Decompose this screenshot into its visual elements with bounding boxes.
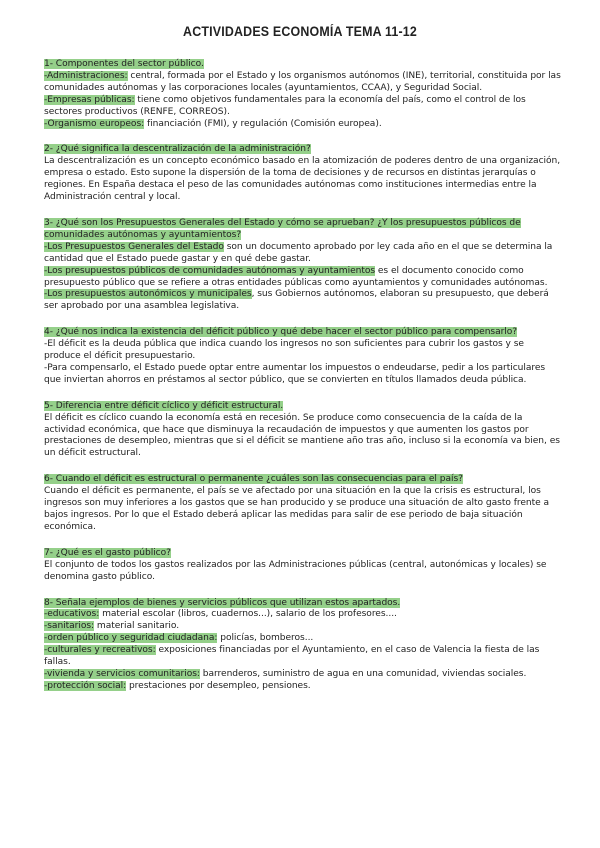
answer-text: -El déficit es la deuda pública que indica cuando los ingresos no son suficientes para cubrir los gastos y se produce el déficit presupuestario. (44, 339, 524, 362)
item-label: -Los Presupuestos Generales del Estado (44, 241, 224, 252)
answer-text: La descentralización es un concepto económico basado en la atomización de poderes dentro de una organización, empresa o estado. Esto supone la dispersión de la toma de decisiones y de recursos en distintas jerarquías o regiones. En España destaca el peso de las comunidades autónomas como instituciones intermedias entre la Administración central y local. (44, 156, 561, 203)
item-text: es el documento conocido como presupuesto público que se refiere a otras entidades públicas como ayuntamientos y comunidades autónomas. (44, 265, 548, 288)
item-label: -Administraciones: (44, 70, 128, 81)
item-label: -educativos: (44, 609, 100, 620)
section-heading: 7- ¿Qué es el gasto público? (44, 547, 171, 558)
section-5 (44, 401, 562, 461)
item-label: -protección social: (44, 680, 127, 691)
section-heading: 8- Señala ejemplos de bienes y servicios públicos que utilizan estos apartados. (44, 597, 401, 608)
section-8 (44, 598, 562, 693)
list-item (44, 609, 562, 621)
item-label: -sanitarios: (44, 621, 95, 632)
item-label: -orden público y seguridad ciudadana: (44, 633, 218, 644)
item-label: -vivienda y servicios comunitarios: (44, 668, 200, 679)
answer-text: El conjunto de todos los gastos realizados por las Administraciones públicas (central, autonómicas y locales) se denomina gasto público. (44, 559, 547, 582)
answer-text: -Para compensarlo, el Estado puede optar entre aumentar los impuestos o endeudarse, pedir a los particulares que inviertan ahorros en préstamos al sector público, que se convierten en títulos llamados deuda pública. (44, 362, 546, 385)
section-6 (44, 474, 562, 534)
list-item (44, 289, 562, 313)
section-7 (44, 548, 562, 584)
item-text: central, formada por el Estado y los organismos autónomos (INE), territorial, constituida por las comunidades autónomas y las corporaciones locales (ayuntamientos, CCAA), y Seguridad Social. (44, 70, 561, 93)
item-label: -Empresas públicas: (44, 94, 135, 105)
item-text: policías, bomberos... (217, 633, 314, 644)
section-1 (44, 59, 562, 130)
section-heading: 1- Componentes del sector público. (44, 59, 204, 69)
list-item (44, 681, 562, 693)
answer-text: Cuando el déficit es permanente, el país se ve afectado por una situación en la que la crisis es estructural, los ingresos son muy inferiores a los gastos que se han producido y se produce una situación de alto gasto frente a bajos ingresos. Por lo que el Estado deberá aplicar las medidas para salir de ese periodo de baja situación económica. (44, 486, 550, 532)
section-4 (44, 327, 562, 387)
section-heading: 3- ¿Qué son los Presupuestos Generales del Estado y cómo se aprueban? ¿Y los presupuestos públicos de comunidades autónomas y ayuntamientos? (44, 217, 521, 240)
item-label: -culturales y recreativos: (44, 645, 156, 656)
item-text: financiación (FMI), y regulación (Comisión europea). (144, 118, 382, 129)
item-text: exposiciones financiadas por el Ayuntamiento, en el caso de Valencia la fiesta de las fallas. (44, 645, 540, 668)
list-item (44, 71, 562, 95)
list-item (44, 669, 562, 681)
section-heading: 6- Cuando el déficit es estructural o permanente ¿cuáles son las consecuencias para el país? (44, 474, 463, 485)
section-3 (44, 218, 562, 313)
item-text: material escolar (libros, cuadernos...), salario de los profesores.... (99, 609, 397, 620)
section-heading: 4- ¿Qué nos indica la existencia del déficit público y qué debe hacer el sector público para compensarlo? (44, 327, 518, 338)
list-item (44, 266, 562, 290)
item-label: -Los presupuestos públicos de comunidades autónomas y ayuntamientos (44, 265, 376, 276)
item-label: -Los presupuestos autonómicos y municipales (44, 289, 252, 300)
section-heading: 2- ¿Qué significa la descentralización de la administración? (44, 144, 311, 155)
page-title: ACTIVIDADES ECONOMÍA TEMA 11-12 (183, 24, 417, 39)
list-item (44, 621, 562, 633)
list-item (44, 242, 562, 266)
item-text: prestaciones por desempleo, pensiones. (126, 680, 311, 691)
answer-text: El déficit es cíclico cuando la economía está en recesión. Se produce como consecuencia de la caída de la actividad económica, que hace que disminuya la recaudación de impuestos y que aumenten los gastos por prestaciones de desempleo, mientras que si el déficit se mantiene año tras año, incluso si la economía va bien, es un déficit estructural. (44, 412, 560, 459)
document-body (44, 59, 562, 707)
section-heading: 5- Diferencia entre déficit cíclico y déficit estructural. (44, 400, 284, 411)
item-label: -Organismo europeos: (44, 118, 145, 129)
list-item (44, 633, 562, 645)
list-item (44, 645, 562, 669)
item-text: material sanitario. (94, 621, 180, 632)
list-item (44, 95, 562, 119)
item-text: son un documento aprobado por ley cada año en el que se determina la cantidad que el Estado puede gastar y en qué debe gastar. (44, 241, 553, 264)
item-text: , sus Gobiernos autónomos, elaboran su presupuesto, que deberá ser aprobado por una asamblea legislativa. (44, 289, 549, 312)
item-text: barrenderos, suministro de agua en una comunidad, viviendas sociales. (199, 668, 527, 679)
item-text: tiene como objetivos fundamentales para la economía del país, como el control de los sectores productivos (RENFE, CORREOS). (44, 94, 526, 117)
list-item (44, 119, 562, 131)
section-2 (44, 144, 562, 204)
